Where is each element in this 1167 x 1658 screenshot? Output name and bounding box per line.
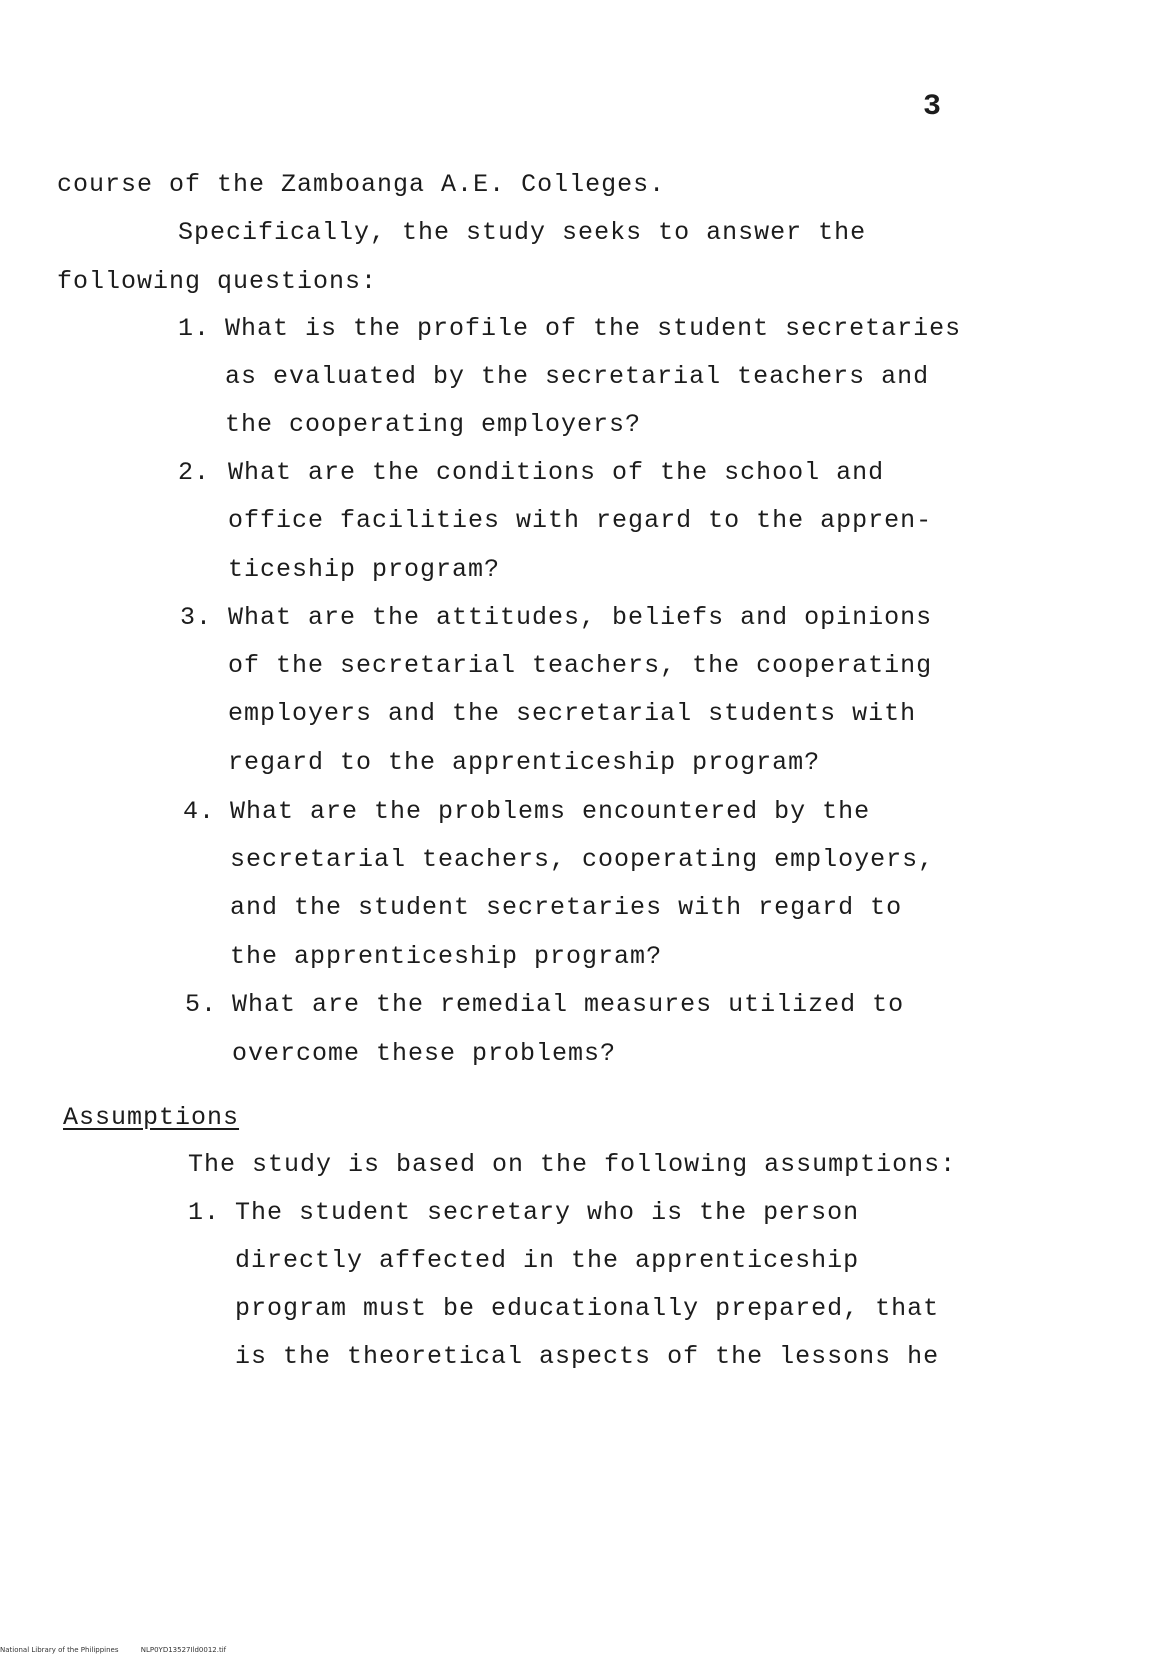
question-5-line-2: overcome these problems? — [232, 1039, 617, 1068]
intro-line-1: course of the Zamboanga A.E. Colleges. — [57, 170, 666, 199]
question-4-line-3: and the student secretaries with regard to — [230, 893, 903, 922]
question-4-line-4: the apprenticeship program? — [230, 942, 663, 971]
question-3-line-1: What are the attitudes, beliefs and opinions — [228, 603, 933, 632]
question-number: 2. — [178, 458, 211, 487]
question-number: 4. — [183, 797, 216, 826]
question-2-line-3: ticeship program? — [228, 555, 501, 584]
assumptions-heading: Assumptions — [63, 1103, 240, 1132]
scan-footer — [0, 1646, 246, 1654]
question-5-line-1: What are the remedial measures utilized to — [232, 990, 905, 1019]
assumption-1-line-2: directly affected in the apprenticeship — [235, 1246, 860, 1275]
page-number: 3 — [923, 90, 942, 124]
question-3-line-3: employers and the secretarial students with — [228, 699, 917, 728]
question-3-line-2: of the secretarial teachers, the cooperating — [228, 651, 933, 680]
question-2-line-2: office facilities with regard to the appren- — [228, 506, 933, 535]
intro-line-3: following questions: — [57, 267, 378, 296]
question-2-line-1: What are the conditions of the school and — [228, 458, 885, 487]
assumptions-intro: The study is based on the following assumptions: — [188, 1150, 957, 1179]
question-number: 1. — [178, 314, 211, 343]
question-4-line-2: secretarial teachers, cooperating employers, — [230, 845, 935, 874]
question-4-line-1: What are the problems encountered by the — [230, 797, 871, 826]
footer-file-id: NLP0YD13527Ild0012.tif — [140, 1646, 227, 1654]
question-3-line-4: regard to the apprenticeship program? — [228, 748, 821, 777]
assumption-number: 1. — [188, 1198, 221, 1227]
assumption-1-line-1: The student secretary who is the person — [235, 1198, 860, 1227]
assumption-1-line-4: is the theoretical aspects of the lessons he — [235, 1342, 940, 1371]
footer-library: National Library of the Philippines — [0, 1646, 119, 1654]
intro-line-2: Specifically, the study seeks to answer the — [178, 218, 867, 247]
question-number: 3. — [180, 603, 213, 632]
question-1-line-1: What is the profile of the student secretaries — [225, 314, 962, 343]
question-number: 5. — [185, 990, 218, 1019]
question-1-line-3: the cooperating employers? — [225, 410, 642, 439]
assumption-1-line-3: program must be educationally prepared, that — [235, 1294, 940, 1323]
question-1-line-2: as evaluated by the secretarial teachers and — [225, 362, 930, 391]
